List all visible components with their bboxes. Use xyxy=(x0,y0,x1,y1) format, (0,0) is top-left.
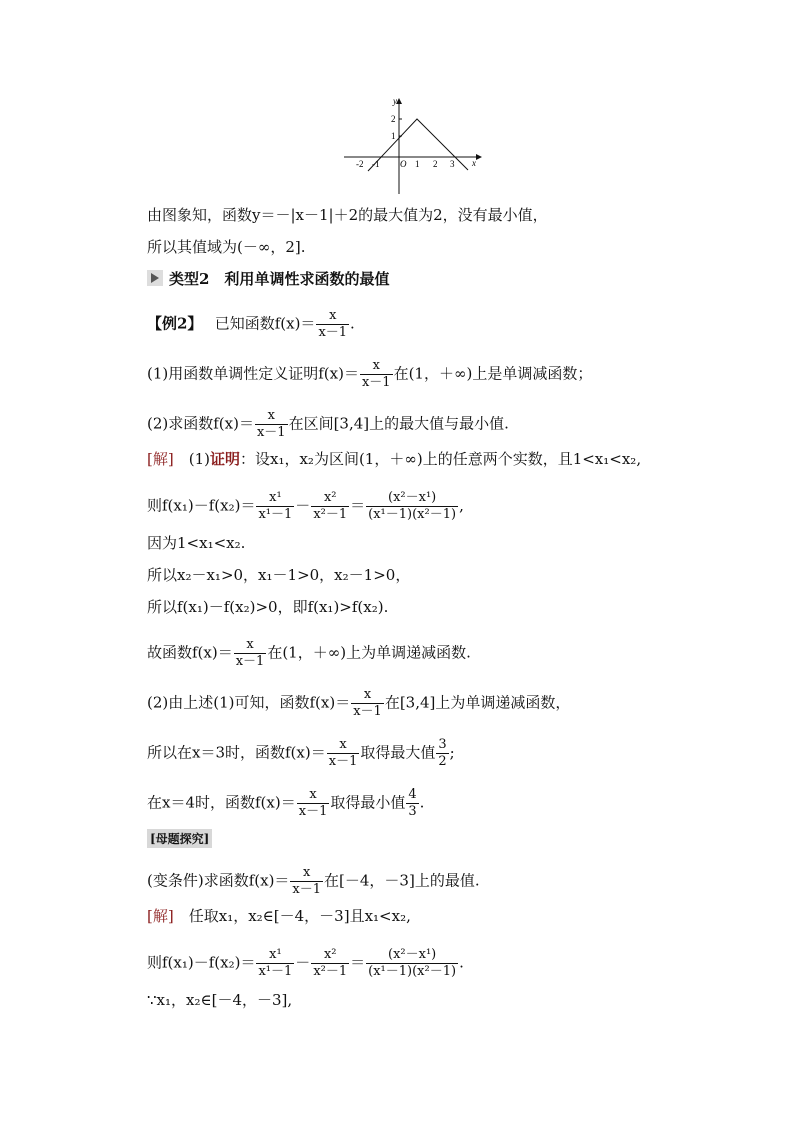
fraction: $\frac{x}{x-1}$ xyxy=(361,358,391,390)
x-tick-neg2: -2 xyxy=(356,159,364,169)
fraction: $\frac{x}{x-1}$ xyxy=(298,787,328,819)
conclusion-line-2: 所以其值域为(－∞，2]. xyxy=(147,238,306,256)
fraction: $\frac{4}{3}$ xyxy=(408,787,417,819)
conclusion-decreasing: 故函数f(x)＝ $\frac{x}{x-1}$ 在(1，＋∞)上为单调递减函数. xyxy=(147,637,471,669)
x-axis-label: x xyxy=(472,158,476,168)
so-line-1: 所以x₂－x₁>0，x₁－1>0，x₂－1>0， xyxy=(147,566,411,584)
function-graph xyxy=(340,96,482,196)
solution-1-intro: [解] (1)证明：设x₁，x₂为区间(1，＋∞)上的任意两个实数，且1<x₁<x₂, xyxy=(147,450,642,468)
mother-problem-tag: [母题探究] xyxy=(147,829,212,848)
variant-question: (变条件)求函数f(x)＝ $\frac{x}{x-1}$ 在[－4，－3]上的最值. xyxy=(147,865,480,897)
x-tick-1: 1 xyxy=(415,159,420,169)
y-axis-label: y xyxy=(393,96,397,106)
section-title: 类型2 利用单调性求函数的最值 xyxy=(169,269,390,288)
solution-2-intro: [解] 任取x₁，x₂∈[－4，－3]且x₁<x₂, xyxy=(147,907,411,925)
proof-label: 证明 xyxy=(209,450,240,468)
question-2: (2)求函数f(x)＝ $\frac{x}{x-1}$ 在区间[3,4]上的最大值与最小值. xyxy=(147,408,509,440)
maximum-line: 所以在x＝3时，函数f(x)＝ $\frac{x}{x-1}$ 取得最大值 $\frac{3}{2}$ ; xyxy=(147,737,455,769)
conclusion-line-1: 由图象知，函数y＝－|x－1|＋2的最大值为2，没有最小值， xyxy=(147,206,548,224)
last-line: ∵x₁，x₂∈[－4，－3], xyxy=(147,991,293,1009)
fraction: $\frac{x}{x-1}$ xyxy=(328,737,358,769)
fraction: $\frac{x}{x-1}$ xyxy=(292,865,322,897)
example-tag: 【例2】 xyxy=(147,314,195,333)
example-statement: 【例2】 已知函数f(x)＝ $\frac{x}{x-1}$ . xyxy=(147,308,355,340)
fraction: $\frac{x}{x-1}$ xyxy=(353,687,382,719)
question-1: (1)用函数单调性定义证明f(x)＝ $\frac{x}{x-1}$ 在(1，＋∞)上是单调减函数； xyxy=(147,358,593,390)
fraction: $\frac{\text{x¹}}{\text{x¹－1}}$ xyxy=(258,947,293,979)
y-tick-2: 2 xyxy=(391,114,396,124)
solution-tag: [解] xyxy=(147,907,174,925)
section-heading xyxy=(147,268,389,288)
part-2-intro: (2)由上述(1)可知，函数f(x)＝ $\frac{x}{x-1}$ 在[3,4]上为单调递减函数， xyxy=(147,687,571,719)
play-triangle-icon xyxy=(147,270,163,286)
fraction: $\frac{\text{x¹}}{\text{x¹－1}}$ xyxy=(258,490,293,522)
x-tick-3: 3 xyxy=(450,159,455,169)
so-line-2: 所以f(x₁)－f(x₂)>0，即f(x₁)>f(x₂). xyxy=(147,598,389,616)
example-text: 已知函数f(x)＝ xyxy=(214,314,316,333)
fraction: $\frac{3}{2}$ xyxy=(438,737,447,769)
fraction: $\frac{\text{(x²－x¹)}}{\text{(x¹－1)(x²－1)}}$ xyxy=(368,490,457,522)
y-tick-1: 1 xyxy=(391,131,396,141)
minimum-line: 在x＝4时，函数f(x)＝ $\frac{x}{x-1}$ 取得最小值 $\frac{4}{3}$ . xyxy=(147,787,425,819)
solution-tag: [解] xyxy=(147,450,174,468)
x-tick-2: 2 xyxy=(433,159,438,169)
fraction: $\frac{x}{x-1}$ xyxy=(235,637,265,669)
fraction: $\frac{\text{x²}}{\text{x²－1}}$ xyxy=(313,947,348,979)
difference-expression-2: 则f(x₁)－f(x₂)＝ $\frac{\text{x¹}}{\text{x¹－1}}$ － $\frac{\text{x²}}{\text{x²－1}}$ ＝ $\frac{\text{(x²－x¹)}}{\text{(x¹－1)(x²－1)}}$ . xyxy=(147,947,464,979)
x-axis-arrow xyxy=(476,154,482,160)
difference-expression: 则f(x₁)－f(x₂)＝ $\frac{\text{x¹}}{\text{x¹－1}}$ － $\frac{\text{x²}}{\text{x²－1}}$ ＝ $\frac{\text{(x²－x¹)}}{\text{(x¹－1)(x²－1)}}$ , xyxy=(147,490,464,522)
x-tick-origin: O xyxy=(400,159,407,169)
fraction: $\frac{x}{x-1}$ xyxy=(318,308,348,340)
fraction: $\frac{\text{x²}}{\text{x²－1}}$ xyxy=(313,490,348,522)
because-line: 因为1<x₁<x₂. xyxy=(147,534,246,552)
fraction: $\frac{x}{x-1}$ xyxy=(256,408,286,440)
x-tick-neg1: -1 xyxy=(372,159,380,169)
fraction: $\frac{\text{(x²－x¹)}}{\text{(x¹－1)(x²－1)}}$ xyxy=(368,947,457,979)
